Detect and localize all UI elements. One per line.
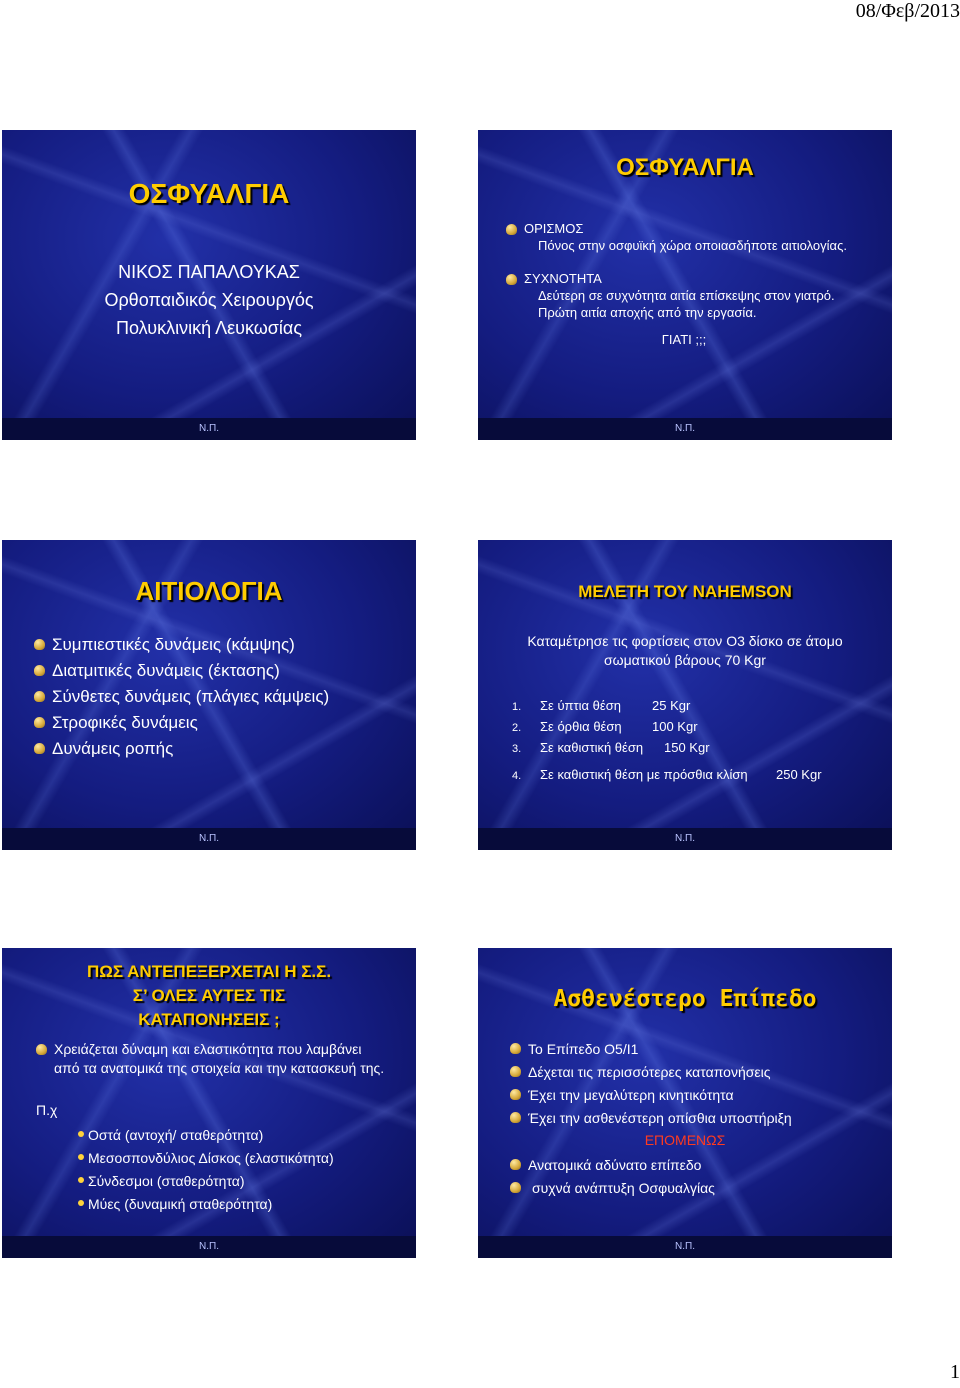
study-intro: Καταμέτρησε τις φορτίσεις στον Ο3 δίσκο σε άτομο σωματικού βάρους 70 Kgr: [527, 633, 843, 668]
bullet-icon: [510, 1089, 521, 1100]
list-item: Στροφικές δυνάμεις: [34, 710, 406, 736]
list-item: 2. Σε όρθια θέση 100 Kgr: [512, 719, 698, 734]
bullet-icon: [506, 224, 517, 235]
list-item: Μύες (δυναμική σταθερότητα): [78, 1193, 406, 1216]
bullet-icon: [34, 665, 45, 676]
slide-body: [36, 1040, 386, 1078]
list-item: 3. Σε καθιστική θέση 150 Kgr: [512, 740, 710, 755]
list-item: 1. Σε ύπτια θέση 25 Kgr: [512, 698, 691, 713]
bullet-icon: [510, 1182, 521, 1193]
bullet-icon: [34, 743, 45, 754]
slide-6: [478, 948, 892, 1258]
slide-footer: Ν.Π.: [2, 1236, 416, 1258]
list-item: Το Επίπεδο Ο5/Ι1: [510, 1038, 882, 1061]
bullet-icon: [510, 1066, 521, 1077]
dot-icon: [78, 1131, 84, 1137]
list-item: Διατμιτικές δυνάμεις (έκτασης): [34, 658, 406, 684]
slide-2: [478, 130, 892, 440]
consequently-label: ΕΠΟΜΕΝΩΣ: [644, 1132, 726, 1148]
list-item: Δυνάμεις ροπής: [34, 736, 406, 762]
slide-title: ΜΕΛΕΤΗ ΤΟΥ NAHEMSON: [578, 582, 792, 601]
definition-item: [506, 220, 862, 254]
list-item: Σύνθετες δυνάμεις (πλάγιες κάμψεις): [34, 684, 406, 710]
list-item: Δέχεται τις περισσότερες καταπονήσεις: [510, 1061, 882, 1084]
slide-3: [2, 540, 416, 850]
conclusion-list: [510, 1154, 882, 1200]
slide-title: ΟΣΦΥΑΛΓΙΑ: [128, 178, 290, 209]
slide-footer: Ν.Π.: [478, 828, 892, 850]
definition-text: Πόνος στην οσφυϊκή χώρα οποιασδήποτε αιτιολογίας.: [538, 238, 847, 253]
bullet-icon: [36, 1044, 47, 1055]
definition-heading: ΟΡΙΣΜΟΣ: [524, 221, 584, 236]
list-item: Έχει την ασθενέστερη οπίσθια υποστήριξη: [510, 1107, 882, 1130]
slide-footer: Ν.Π.: [478, 1236, 892, 1258]
bullet-icon: [34, 639, 45, 650]
frequency-text-1: Δεύτερη σε συχνότητα αιτία επίσκεψης στον γιατρό.: [538, 288, 835, 303]
title-line-2: Σ’ ΟΛΕΣ ΑΥΤΕΣ ΤΙΣ: [132, 986, 286, 1005]
dot-icon: [78, 1177, 84, 1183]
slide-title: [2, 960, 416, 1032]
bullet-icon: [506, 274, 517, 285]
frequency-text-2: Πρώτη αιτία αποχής από την εργασία.: [538, 305, 757, 320]
author-affiliation: Πολυκλινική Λευκωσίας: [115, 318, 302, 338]
bullet-icon: [34, 691, 45, 702]
list-item: Ανατομικά αδύνατο επίπεδο: [510, 1154, 882, 1177]
list-item: 4. Σε καθιστική θέση με πρόσθια κλίση 250 Kgr: [512, 767, 822, 782]
list-item: Χρειάζεται δύναμη και ελαστικότητα που λαμβάνει από τα ανατομικά της στοιχεία και την κατασκευή της.: [36, 1040, 386, 1078]
slide-1: [2, 130, 416, 440]
example-label: Π.χ: [36, 1102, 58, 1118]
page-number: 1: [950, 1361, 960, 1383]
dot-icon: [78, 1200, 84, 1206]
dot-icon: [78, 1154, 84, 1160]
author-name: ΝΙΚΟΣ ΠΑΠΑΛΟΥΚΑΣ: [118, 262, 300, 282]
list-item: Σύνδεσμοι (σταθερότητα): [78, 1170, 406, 1193]
why-question: ΓΙΑΤΙ ;;;: [661, 332, 707, 347]
frequency-heading: ΣΥΧΝΟΤΗΤΑ: [524, 271, 602, 286]
bullet-icon: [510, 1043, 521, 1054]
slide-5: [2, 948, 416, 1258]
list-item: Συμπιεστικές δυνάμεις (κάμψης): [34, 632, 406, 658]
list-item: Μεσοσπονδύλιος Δίσκος (ελαστικότητα): [78, 1147, 406, 1170]
author-block: [2, 258, 416, 342]
component-list: [78, 1124, 406, 1216]
slide-footer: Ν.Π.: [478, 418, 892, 440]
slide-title: ΑΙΤΙΟΛΟΓΙΑ: [135, 576, 283, 606]
page-date: 08/Φεβ/2013: [855, 0, 960, 22]
list-item: Έχει την μεγαλύτερη κινητικότητα: [510, 1084, 882, 1107]
slide-4: [478, 540, 892, 850]
title-line-1: ΠΩΣ ΑΝΤΕΠΕΞΕΡΧΕΤΑΙ Η Σ.Σ.: [86, 962, 332, 981]
title-line-3: ΚΑΤΑΠΟΝΗΣΕΙΣ ;: [138, 1010, 280, 1029]
list-item: Οστά (αντοχή/ σταθερότητα): [78, 1124, 406, 1147]
weak-level-list: [510, 1038, 882, 1130]
bullet-icon: [34, 717, 45, 728]
slide-footer: Ν.Π.: [2, 418, 416, 440]
slide-body: [506, 220, 862, 348]
study-results: [512, 696, 882, 786]
author-title: Ορθοπαιδικός Χειρουργός: [104, 290, 314, 310]
bullet-icon: [510, 1159, 521, 1170]
list-item: συχνά ανάπτυξη Οσφυαλγίας: [510, 1177, 882, 1200]
frequency-item: [506, 270, 862, 321]
slide-title: Ασθενέστερο Επίπεδο: [553, 986, 817, 1012]
slide-title: ΟΣΦΥΑΛΓΙΑ: [616, 154, 754, 181]
cause-list: [34, 632, 406, 762]
slide-footer: Ν.Π.: [2, 828, 416, 850]
bullet-icon: [510, 1112, 521, 1123]
